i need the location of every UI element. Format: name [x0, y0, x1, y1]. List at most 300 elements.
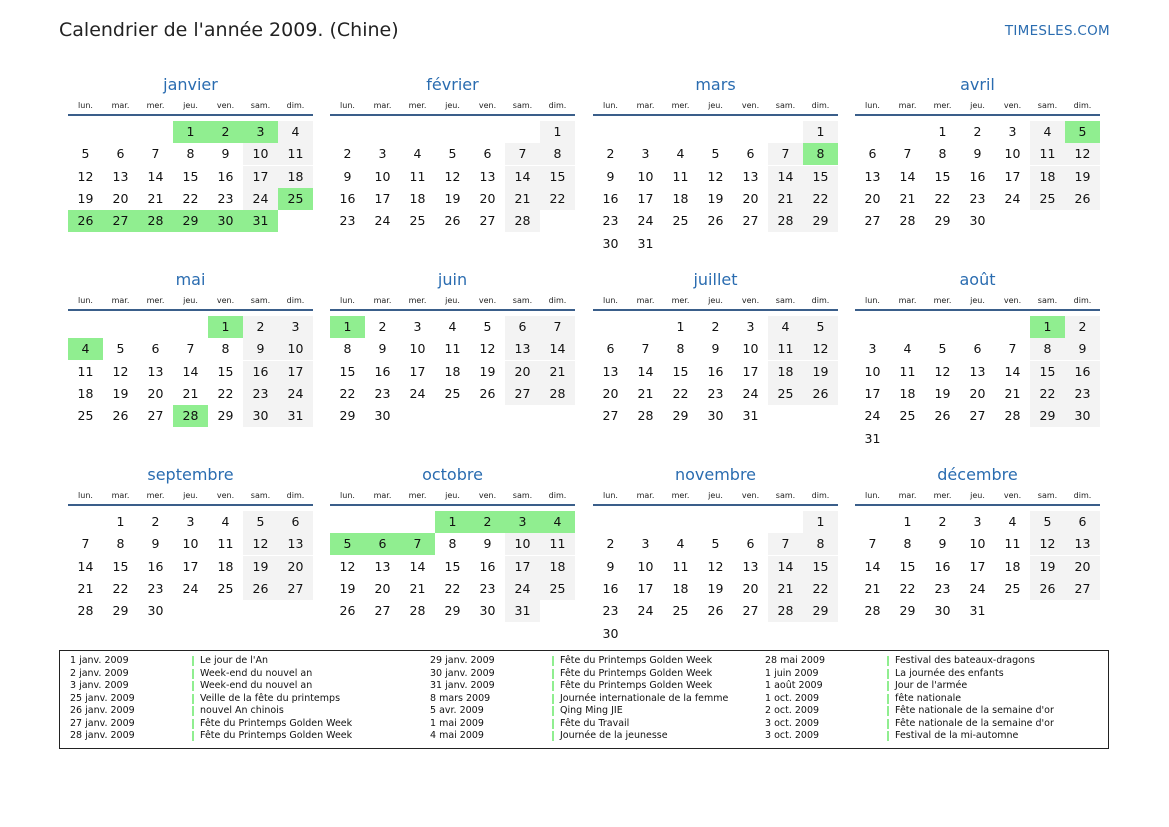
day-cell[interactable]: 27	[742, 603, 759, 619]
day-cell[interactable]: 9	[221, 146, 230, 162]
day-cell[interactable]: 25	[672, 213, 689, 229]
day-cell[interactable]: 28	[138, 210, 173, 232]
day-cell[interactable]: 5	[330, 533, 365, 555]
day-cell[interactable]: 12	[479, 341, 496, 357]
day-cell[interactable]: 25	[768, 383, 803, 405]
day-cell[interactable]: 4	[540, 511, 575, 533]
day-cell[interactable]: 29	[339, 408, 356, 424]
day-cell[interactable]: 3	[641, 146, 650, 162]
day-cell[interactable]: 14	[540, 338, 575, 360]
day-cell[interactable]: 25	[540, 578, 575, 600]
day-cell[interactable]: 2	[208, 121, 243, 143]
day-cell[interactable]: 30	[969, 213, 986, 229]
day-cell[interactable]: 23	[374, 385, 391, 401]
day-cell[interactable]: 7	[505, 143, 540, 165]
day-cell[interactable]: 27	[479, 213, 496, 229]
day-cell[interactable]: 10	[969, 536, 986, 552]
day-cell[interactable]: 4	[221, 514, 230, 529]
day-cell[interactable]: 24	[409, 385, 426, 401]
day-cell[interactable]: 19	[112, 385, 129, 401]
day-cell[interactable]: 15	[934, 168, 951, 184]
day-cell[interactable]: 23	[602, 603, 619, 619]
day-cell[interactable]: 26	[707, 213, 724, 229]
day-cell[interactable]: 28	[540, 383, 575, 405]
day-cell[interactable]: 24	[1004, 190, 1021, 206]
day-cell[interactable]: 23	[934, 580, 951, 596]
day-cell[interactable]: 23	[479, 580, 496, 596]
day-cell[interactable]: 18	[1030, 166, 1065, 188]
day-cell[interactable]: 6	[868, 146, 877, 162]
day-cell[interactable]: 15	[182, 168, 199, 184]
day-cell[interactable]: 22	[339, 385, 356, 401]
day-cell[interactable]: 18	[77, 385, 94, 401]
day-cell[interactable]: 5	[1030, 511, 1065, 533]
day-cell[interactable]: 4	[413, 146, 422, 162]
day-cell[interactable]: 27	[103, 210, 138, 232]
day-cell[interactable]: 12	[707, 558, 724, 574]
day-cell[interactable]: 25	[444, 385, 461, 401]
day-cell[interactable]: 6	[746, 536, 755, 552]
day-cell[interactable]: 10	[243, 143, 278, 165]
day-cell[interactable]: 13	[969, 363, 986, 379]
day-cell[interactable]: 19	[479, 363, 496, 379]
day-cell[interactable]: 16	[243, 361, 278, 383]
day-cell[interactable]: 11	[540, 533, 575, 555]
day-cell[interactable]: 17	[505, 556, 540, 578]
day-cell[interactable]: 7	[1008, 341, 1017, 357]
day-cell[interactable]: 26	[243, 578, 278, 600]
day-cell[interactable]: 11	[1030, 143, 1065, 165]
day-cell[interactable]: 1	[803, 121, 838, 143]
day-cell[interactable]: 28	[899, 213, 916, 229]
day-cell[interactable]: 5	[483, 319, 492, 334]
day-cell[interactable]: 6	[1065, 511, 1100, 533]
day-cell[interactable]: 26	[1065, 188, 1100, 210]
day-cell[interactable]: 25	[1004, 580, 1021, 596]
day-cell[interactable]: 5	[1065, 121, 1100, 143]
day-cell[interactable]: 29	[803, 600, 838, 622]
day-cell[interactable]: 8	[221, 341, 230, 357]
day-cell[interactable]: 31	[969, 603, 986, 619]
day-cell[interactable]: 12	[77, 168, 94, 184]
day-cell[interactable]: 28	[768, 600, 803, 622]
day-cell[interactable]: 2	[973, 124, 982, 139]
day-cell[interactable]: 24	[278, 383, 313, 405]
day-cell[interactable]: 13	[479, 168, 496, 184]
day-cell[interactable]: 15	[672, 363, 689, 379]
day-cell[interactable]: 24	[864, 408, 881, 424]
day-cell[interactable]: 20	[742, 580, 759, 596]
day-cell[interactable]: 17	[409, 363, 426, 379]
day-cell[interactable]: 28	[77, 603, 94, 619]
day-cell[interactable]: 14	[768, 166, 803, 188]
day-cell[interactable]: 4	[1030, 121, 1065, 143]
day-cell[interactable]: 19	[243, 556, 278, 578]
day-cell[interactable]: 20	[505, 361, 540, 383]
day-cell[interactable]: 2	[606, 146, 615, 162]
day-cell[interactable]: 19	[339, 580, 356, 596]
day-cell[interactable]: 28	[1004, 408, 1021, 424]
day-cell[interactable]: 23	[602, 213, 619, 229]
day-cell[interactable]: 23	[217, 190, 234, 206]
day-cell[interactable]: 24	[505, 578, 540, 600]
day-cell[interactable]: 24	[637, 213, 654, 229]
day-cell[interactable]: 20	[602, 385, 619, 401]
day-cell[interactable]: 4	[903, 341, 912, 357]
day-cell[interactable]: 31	[505, 600, 540, 622]
day-cell[interactable]: 5	[711, 146, 720, 162]
day-cell[interactable]: 6	[606, 341, 615, 357]
day-cell[interactable]: 23	[707, 385, 724, 401]
day-cell[interactable]: 18	[1004, 558, 1021, 574]
day-cell[interactable]: 22	[217, 385, 234, 401]
day-cell[interactable]: 20	[374, 580, 391, 596]
day-cell[interactable]: 28	[173, 405, 208, 427]
day-cell[interactable]: 17	[243, 166, 278, 188]
day-cell[interactable]: 6	[151, 341, 160, 357]
day-cell[interactable]: 2	[470, 511, 505, 533]
day-cell[interactable]: 29	[803, 210, 838, 232]
day-cell[interactable]: 9	[378, 341, 387, 357]
day-cell[interactable]: 7	[81, 536, 90, 552]
day-cell[interactable]: 8	[803, 143, 838, 165]
day-cell[interactable]: 18	[444, 363, 461, 379]
day-cell[interactable]: 9	[1065, 338, 1100, 360]
day-cell[interactable]: 3	[1008, 124, 1017, 139]
day-cell[interactable]: 24	[742, 385, 759, 401]
day-cell[interactable]: 13	[112, 168, 129, 184]
day-cell[interactable]: 20	[969, 385, 986, 401]
day-cell[interactable]: 30	[208, 210, 243, 232]
day-cell[interactable]: 19	[1065, 166, 1100, 188]
day-cell[interactable]: 14	[147, 168, 164, 184]
day-cell[interactable]: 7	[186, 341, 195, 357]
day-cell[interactable]: 31	[278, 405, 313, 427]
day-cell[interactable]: 27	[742, 213, 759, 229]
day-cell[interactable]: 9	[151, 536, 160, 552]
day-cell[interactable]: 11	[1004, 536, 1021, 552]
day-cell[interactable]: 13	[278, 533, 313, 555]
day-cell[interactable]: 22	[934, 190, 951, 206]
day-cell[interactable]: 19	[803, 361, 838, 383]
day-cell[interactable]: 22	[112, 580, 129, 596]
day-cell[interactable]: 14	[182, 363, 199, 379]
day-cell[interactable]: 13	[147, 363, 164, 379]
day-cell[interactable]: 17	[1004, 168, 1021, 184]
day-cell[interactable]: 11	[768, 338, 803, 360]
day-cell[interactable]: 12	[112, 363, 129, 379]
day-cell[interactable]: 12	[803, 338, 838, 360]
day-cell[interactable]: 3	[378, 146, 387, 162]
day-cell[interactable]: 20	[864, 190, 881, 206]
day-cell[interactable]: 21	[505, 188, 540, 210]
day-cell[interactable]: 16	[217, 168, 234, 184]
day-cell[interactable]: 13	[374, 558, 391, 574]
day-cell[interactable]: 4	[676, 146, 685, 162]
day-cell[interactable]: 9	[938, 536, 947, 552]
day-cell[interactable]: 17	[637, 190, 654, 206]
day-cell[interactable]: 11	[278, 143, 313, 165]
day-cell[interactable]: 5	[81, 146, 90, 162]
day-cell[interactable]: 1	[435, 511, 470, 533]
day-cell[interactable]: 4	[1008, 514, 1017, 529]
day-cell[interactable]: 16	[934, 558, 951, 574]
day-cell[interactable]: 25	[278, 188, 313, 210]
day-cell[interactable]: 15	[444, 558, 461, 574]
day-cell[interactable]: 1	[938, 124, 947, 139]
day-cell[interactable]: 3	[243, 121, 278, 143]
day-cell[interactable]: 18	[540, 556, 575, 578]
day-cell[interactable]: 30	[602, 235, 619, 251]
day-cell[interactable]: 19	[1030, 556, 1065, 578]
day-cell[interactable]: 30	[479, 603, 496, 619]
day-cell[interactable]: 18	[672, 190, 689, 206]
day-cell[interactable]: 17	[278, 361, 313, 383]
day-cell[interactable]: 10	[374, 168, 391, 184]
day-cell[interactable]: 18	[672, 580, 689, 596]
day-cell[interactable]: 29	[899, 603, 916, 619]
day-cell[interactable]: 22	[540, 188, 575, 210]
day-cell[interactable]: 14	[768, 556, 803, 578]
day-cell[interactable]: 6	[116, 146, 125, 162]
day-cell[interactable]: 29	[672, 408, 689, 424]
day-cell[interactable]: 1	[330, 316, 365, 338]
day-cell[interactable]: 7	[868, 536, 877, 552]
day-cell[interactable]: 1	[676, 319, 685, 334]
day-cell[interactable]: 24	[243, 188, 278, 210]
day-cell[interactable]: 16	[707, 363, 724, 379]
day-cell[interactable]: 8	[343, 341, 352, 357]
day-cell[interactable]: 3	[641, 536, 650, 552]
day-cell[interactable]: 2	[606, 536, 615, 552]
day-cell[interactable]: 18	[768, 361, 803, 383]
day-cell[interactable]: 1	[208, 316, 243, 338]
day-cell[interactable]: 5	[938, 341, 947, 357]
day-cell[interactable]: 13	[1065, 533, 1100, 555]
day-cell[interactable]: 17	[864, 385, 881, 401]
day-cell[interactable]: 24	[374, 213, 391, 229]
day-cell[interactable]: 22	[182, 190, 199, 206]
day-cell[interactable]: 22	[803, 188, 838, 210]
day-cell[interactable]: 6	[973, 341, 982, 357]
day-cell[interactable]: 23	[147, 580, 164, 596]
day-cell[interactable]: 23	[1065, 383, 1100, 405]
day-cell[interactable]: 28	[768, 210, 803, 232]
day-cell[interactable]: 31	[742, 408, 759, 424]
day-cell[interactable]: 9	[483, 536, 492, 552]
day-cell[interactable]: 22	[444, 580, 461, 596]
day-cell[interactable]: 6	[483, 146, 492, 162]
day-cell[interactable]: 21	[1004, 385, 1021, 401]
day-cell[interactable]: 11	[672, 558, 689, 574]
day-cell[interactable]: 26	[1030, 578, 1065, 600]
day-cell[interactable]: 21	[540, 361, 575, 383]
day-cell[interactable]: 8	[803, 533, 838, 555]
day-cell[interactable]: 3	[868, 341, 877, 357]
day-cell[interactable]: 21	[77, 580, 94, 596]
day-cell[interactable]: 26	[707, 603, 724, 619]
day-cell[interactable]: 28	[637, 408, 654, 424]
day-cell[interactable]: 25	[899, 408, 916, 424]
day-cell[interactable]: 28	[409, 603, 426, 619]
day-cell[interactable]: 10	[637, 558, 654, 574]
day-cell[interactable]: 1	[540, 121, 575, 143]
day-cell[interactable]: 31	[243, 210, 278, 232]
day-cell[interactable]: 25	[1030, 188, 1065, 210]
day-cell[interactable]: 21	[899, 190, 916, 206]
day-cell[interactable]: 20	[1065, 556, 1100, 578]
day-cell[interactable]: 10	[409, 341, 426, 357]
day-cell[interactable]: 18	[409, 190, 426, 206]
day-cell[interactable]: 14	[77, 558, 94, 574]
day-cell[interactable]: 12	[1065, 143, 1100, 165]
day-cell[interactable]: 13	[742, 558, 759, 574]
day-cell[interactable]: 19	[444, 190, 461, 206]
day-cell[interactable]: 31	[637, 235, 654, 251]
day-cell[interactable]: 1	[803, 511, 838, 533]
day-cell[interactable]: 3	[746, 319, 755, 334]
day-cell[interactable]: 27	[374, 603, 391, 619]
day-cell[interactable]: 30	[147, 603, 164, 619]
day-cell[interactable]: 4	[768, 316, 803, 338]
day-cell[interactable]: 9	[973, 146, 982, 162]
day-cell[interactable]: 30	[374, 408, 391, 424]
day-cell[interactable]: 20	[278, 556, 313, 578]
day-cell[interactable]: 16	[1065, 361, 1100, 383]
day-cell[interactable]: 8	[903, 536, 912, 552]
day-cell[interactable]: 1	[116, 514, 125, 529]
day-cell[interactable]: 14	[505, 166, 540, 188]
day-cell[interactable]: 7	[903, 146, 912, 162]
day-cell[interactable]: 26	[479, 385, 496, 401]
day-cell[interactable]: 11	[77, 363, 94, 379]
day-cell[interactable]: 8	[186, 146, 195, 162]
day-cell[interactable]: 14	[637, 363, 654, 379]
day-cell[interactable]: 9	[711, 341, 720, 357]
day-cell[interactable]: 7	[540, 316, 575, 338]
day-cell[interactable]: 2	[938, 514, 947, 529]
day-cell[interactable]: 16	[969, 168, 986, 184]
day-cell[interactable]: 6	[746, 146, 755, 162]
day-cell[interactable]: 25	[217, 580, 234, 596]
day-cell[interactable]: 15	[112, 558, 129, 574]
day-cell[interactable]: 12	[339, 558, 356, 574]
day-cell[interactable]: 22	[672, 385, 689, 401]
day-cell[interactable]: 13	[742, 168, 759, 184]
day-cell[interactable]: 17	[969, 558, 986, 574]
day-cell[interactable]: 30	[1065, 405, 1100, 427]
day-cell[interactable]: 3	[505, 511, 540, 533]
day-cell[interactable]: 3	[278, 316, 313, 338]
day-cell[interactable]: 4	[448, 319, 457, 334]
day-cell[interactable]: 6	[505, 316, 540, 338]
day-cell[interactable]: 21	[864, 580, 881, 596]
day-cell[interactable]: 26	[803, 383, 838, 405]
day-cell[interactable]: 26	[68, 210, 103, 232]
day-cell[interactable]: 3	[973, 514, 982, 529]
day-cell[interactable]: 21	[409, 580, 426, 596]
day-cell[interactable]: 2	[1065, 316, 1100, 338]
day-cell[interactable]: 10	[505, 533, 540, 555]
day-cell[interactable]: 11	[444, 341, 461, 357]
day-cell[interactable]: 11	[409, 168, 426, 184]
day-cell[interactable]: 26	[112, 408, 129, 424]
day-cell[interactable]: 10	[182, 536, 199, 552]
day-cell[interactable]: 28	[505, 210, 540, 232]
day-cell[interactable]: 4	[278, 121, 313, 143]
day-cell[interactable]: 29	[217, 408, 234, 424]
day-cell[interactable]: 2	[151, 514, 160, 529]
day-cell[interactable]: 19	[934, 385, 951, 401]
day-cell[interactable]: 27	[278, 578, 313, 600]
day-cell[interactable]: 2	[378, 319, 387, 334]
day-cell[interactable]: 24	[182, 580, 199, 596]
day-cell[interactable]: 16	[147, 558, 164, 574]
day-cell[interactable]: 15	[339, 363, 356, 379]
day-cell[interactable]: 15	[1030, 361, 1065, 383]
day-cell[interactable]: 14	[409, 558, 426, 574]
day-cell[interactable]: 13	[602, 363, 619, 379]
day-cell[interactable]: 15	[803, 166, 838, 188]
day-cell[interactable]: 27	[1065, 578, 1100, 600]
day-cell[interactable]: 12	[1030, 533, 1065, 555]
day-cell[interactable]: 1	[903, 514, 912, 529]
day-cell[interactable]: 15	[899, 558, 916, 574]
day-cell[interactable]: 10	[864, 363, 881, 379]
day-cell[interactable]: 30	[934, 603, 951, 619]
brand-link[interactable]: TIMESLES.COM	[1004, 23, 1110, 39]
day-cell[interactable]: 29	[173, 210, 208, 232]
day-cell[interactable]: 25	[77, 408, 94, 424]
day-cell[interactable]: 15	[803, 556, 838, 578]
day-cell[interactable]: 10	[742, 341, 759, 357]
day-cell[interactable]: 5	[116, 341, 125, 357]
day-cell[interactable]: 26	[934, 408, 951, 424]
day-cell[interactable]: 12	[934, 363, 951, 379]
day-cell[interactable]: 14	[899, 168, 916, 184]
day-cell[interactable]: 27	[969, 408, 986, 424]
day-cell[interactable]: 8	[676, 341, 685, 357]
day-cell[interactable]: 22	[899, 580, 916, 596]
day-cell[interactable]: 17	[182, 558, 199, 574]
day-cell[interactable]: 7	[768, 533, 803, 555]
day-cell[interactable]: 22	[1030, 383, 1065, 405]
day-cell[interactable]: 7	[151, 146, 160, 162]
day-cell[interactable]: 9	[243, 338, 278, 360]
day-cell[interactable]: 24	[969, 580, 986, 596]
day-cell[interactable]: 27	[602, 408, 619, 424]
day-cell[interactable]: 19	[707, 580, 724, 596]
day-cell[interactable]: 8	[116, 536, 125, 552]
day-cell[interactable]: 4	[676, 536, 685, 552]
day-cell[interactable]: 7	[641, 341, 650, 357]
day-cell[interactable]: 19	[77, 190, 94, 206]
day-cell[interactable]: 25	[672, 603, 689, 619]
day-cell[interactable]: 8	[1030, 338, 1065, 360]
day-cell[interactable]: 29	[112, 603, 129, 619]
day-cell[interactable]: 18	[899, 385, 916, 401]
day-cell[interactable]: 15	[217, 363, 234, 379]
day-cell[interactable]: 17	[374, 190, 391, 206]
day-cell[interactable]: 1	[1030, 316, 1065, 338]
day-cell[interactable]: 16	[602, 190, 619, 206]
day-cell[interactable]: 24	[637, 603, 654, 619]
day-cell[interactable]: 20	[112, 190, 129, 206]
day-cell[interactable]: 17	[637, 580, 654, 596]
day-cell[interactable]: 9	[606, 558, 615, 574]
day-cell[interactable]: 16	[479, 558, 496, 574]
day-cell[interactable]: 20	[479, 190, 496, 206]
